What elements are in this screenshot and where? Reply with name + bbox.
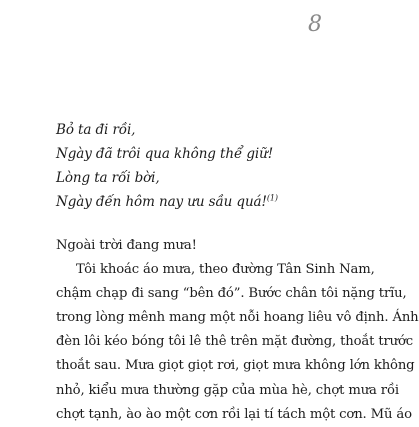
paragraph xyxy=(56,234,370,258)
poem-line-text: Lòng ta rối bời, xyxy=(56,170,160,186)
poem-line-text: Ngày đã trôi qua không thể giữ! xyxy=(56,146,274,162)
epigraph-poem xyxy=(56,118,376,214)
chapter-body xyxy=(56,234,419,427)
chapter-number: 8 xyxy=(308,12,322,37)
paragraph-line: đèn lôi kéo bóng tôi lê thê trên mặt đường, thoắt trước xyxy=(56,334,413,350)
poem-line-text: Ngày đến hôm nay ưu sầu quá! xyxy=(56,194,267,210)
poem-line xyxy=(56,166,376,190)
paragraph-line: chậm chạp đi sang “bên đó”. Bước chân tôi nặng trĩu, xyxy=(56,286,407,302)
paragraph-line: chợt tạnh, ào ào một cơn rồi lại tí tách một cơn. Mũ áo xyxy=(56,406,412,422)
paragraph-line: thoắt sau. Mưa giọt giọt rơi, giọt mưa không lớn không xyxy=(56,358,415,374)
paragraph-line: nhỏ, kiểu mưa thường gặp của mùa hè, chợt mưa rồi xyxy=(56,382,399,398)
poem-line xyxy=(56,118,376,142)
paragraph-line: Ngoài trời đang mưa! xyxy=(56,238,197,253)
poem-line-text: Bỏ ta đi rồi, xyxy=(56,122,136,138)
paragraph xyxy=(56,258,419,427)
paragraph-line: trong lòng mênh mang một nỗi hoang liêu vô định. Ánh xyxy=(56,310,419,326)
footnote-marker[interactable]: (1) xyxy=(266,193,278,203)
poem-line xyxy=(56,190,376,214)
poem-line xyxy=(56,142,376,166)
paragraph-line: Tôi khoác áo mưa, theo đường Tân Sinh Nam, xyxy=(76,262,375,278)
